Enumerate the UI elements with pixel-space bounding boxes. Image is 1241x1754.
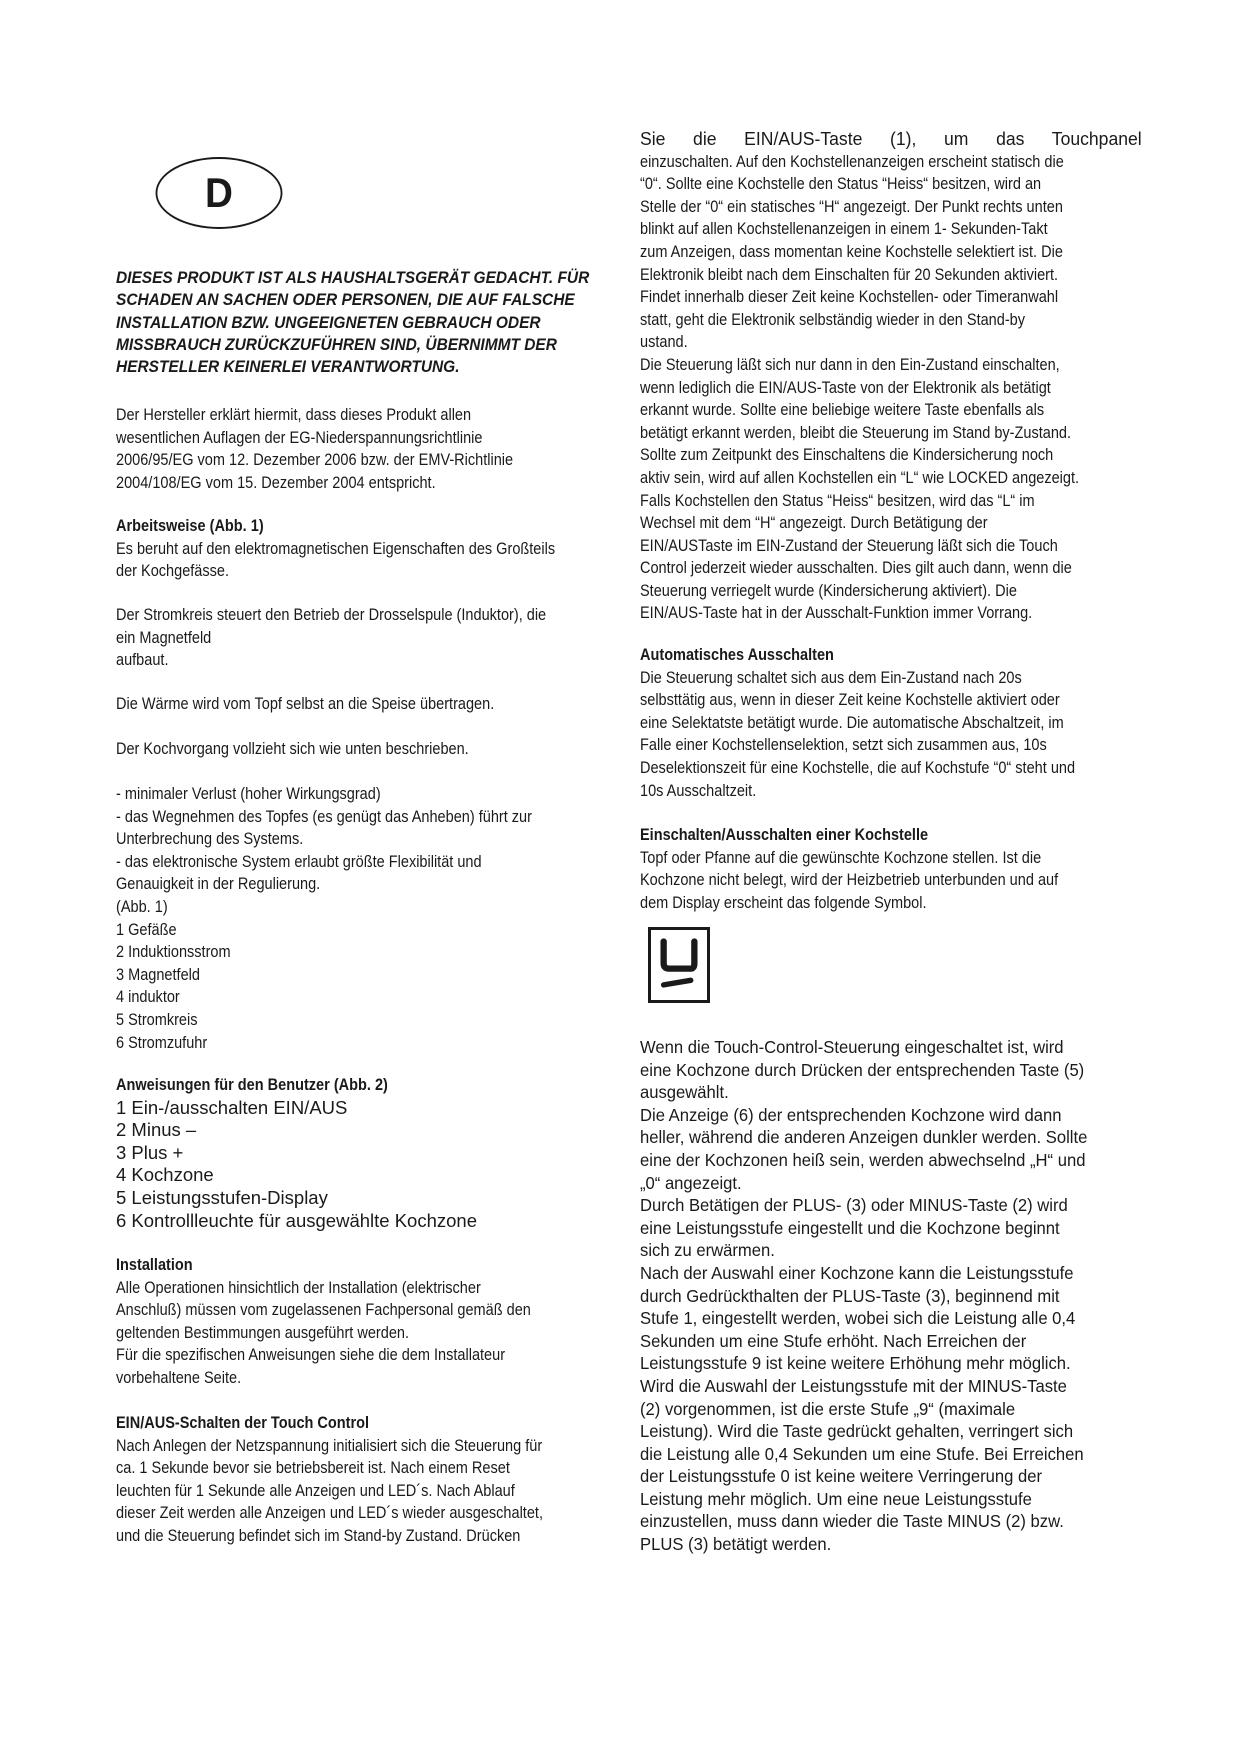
list-item: 5 Leistungsstufen-Display xyxy=(116,1186,328,1208)
text-line: wenn lediglich die EIN/AUS-Taste von der Elektronik als betätigt xyxy=(640,378,1051,397)
text-line: ein Magnetfeld xyxy=(116,628,212,647)
text-line: blinkt auf allen Kochstellenanzeigen in einem 1- Sekunden-Takt xyxy=(640,220,1048,239)
text-line: ca. 1 Sekunde bevor sie betriebsbereit ist. Nach einem Reset xyxy=(116,1459,510,1478)
u-symbol-icon xyxy=(651,930,707,1000)
text-line: eine Kochzone durch Drücken der entsprechenden Taste (5) xyxy=(640,1059,1085,1080)
anweisungen-section xyxy=(116,1074,613,1232)
text-line: einzuschalten. Auf den Kochstellenanzeigen erscheint statisch die xyxy=(640,152,1064,171)
text-line: Für die spezifischen Anweisungen siehe die dem Installateur xyxy=(116,1346,506,1365)
text-line: ustand. xyxy=(640,333,688,352)
text-line: Es beruht auf den elektromagnetischen Eigenschaften des Großteils xyxy=(116,539,556,558)
section-heading: Einschalten/Ausschalten einer Kochstelle xyxy=(640,826,929,844)
section-heading: Anweisungen für den Benutzer (Abb. 2) xyxy=(116,1076,388,1094)
text-line: Findet innerhalb dieser Zeit keine Kochstellen- oder Timeranwahl xyxy=(640,288,1059,307)
text-line: Nach Anlegen der Netzspannung initialisiert sich die Steuerung für xyxy=(116,1436,543,1455)
text-line: Die Steuerung läßt sich nur dann in den Ein-Zustand einschalten, xyxy=(640,355,1060,374)
kochvorgang-paragraph xyxy=(116,738,613,761)
text-line: heller, während die anderen Anzeigen dunkler werden. Sollte xyxy=(640,1127,1088,1148)
text-line: Falle einer Kochstellenselektion, setzt sich zusammen aus, 10s xyxy=(640,736,1047,755)
text-line: Stelle der “0“ ein statisches “H“ angezeigt. Der Punkt rechts unten xyxy=(640,197,1063,216)
text-line: betätigt erkannt werden, bleibt die Steuerung im Stand by-Zustand. xyxy=(640,423,1072,442)
declaration-paragraph xyxy=(116,404,613,494)
text-line: „0“ angezeigt. xyxy=(640,1172,742,1193)
text-line: erkannt wurde. Sollte eine beliebige weitere Taste ebenfalls als xyxy=(640,401,1045,420)
text-line: der Leistungsstufe 0 ist keine weitere Verringerung der xyxy=(640,1466,1043,1487)
einaus-continued xyxy=(640,128,1142,625)
einaus-section xyxy=(116,1412,613,1548)
text-line: selbsttätig aus, wenn in dieser Zeit keine Kochstelle aktiviert oder xyxy=(640,691,1060,710)
text-line: Sekunden um eine Stufe erhöht. Nach Erreichen der xyxy=(640,1330,1027,1351)
text-line: Wird die Auswahl der Leistungsstufe mit der MINUS-Taste xyxy=(640,1375,1067,1396)
text-line: Leistung). Wird die Taste gedrückt gehalten, verringert sich xyxy=(640,1421,1074,1442)
waerme-paragraph xyxy=(116,693,613,716)
text-line: Alle Operationen hinsichtlich der Installation (elektrischer xyxy=(116,1278,481,1297)
text-line: sich zu erwärmen. xyxy=(640,1240,775,1261)
text-line: Leistung mehr möglich. Um eine neue Leistungsstufe xyxy=(640,1488,1032,1509)
text-line: leuchten für 1 Sekunde alle Anzeigen und LED´s. Nach Ablauf xyxy=(116,1481,515,1500)
warning-line: DIESES PRODUKT IST ALS HAUSHALTSGERÄT GEDACHT. FÜR xyxy=(116,268,590,287)
text-line: “0“. Sollte eine Kochstelle den Status “Heiss“ besitzen, wird an xyxy=(640,175,1042,194)
list-item: 2 Induktionsstrom xyxy=(116,943,231,962)
text-line: statt, geht die Elektronik selbständig wieder in den Stand-by xyxy=(640,310,1026,329)
language-badge-d: D xyxy=(156,157,283,229)
text-line: Anschluß) müssen vom zugelassenen Fachpersonal gemäß den xyxy=(116,1301,531,1320)
list-item: 2 Minus – xyxy=(116,1119,197,1141)
text-line: wesentlichen Auflagen der EG-Niederspannungsrichtlinie xyxy=(116,428,483,447)
text-line: zum Anzeigen, dass momentan keine Kochstelle selektiert ist. Die xyxy=(640,242,1063,261)
text-line: Wechsel mit dem “H“ angezeigt. Durch Betätigung der xyxy=(640,514,988,533)
text-line: eine Leistungsstufe eingestellt und die Kochzone beginnt xyxy=(640,1217,1060,1238)
warning-line: SCHADEN AN SACHEN ODER PERSONEN, DIE AUF FALSCHE xyxy=(116,290,575,310)
text-line: Nach der Auswahl einer Kochzone kann die Leistungsstufe xyxy=(640,1262,1074,1283)
text-line: Kochzone nicht belegt, wird der Heizbetrieb unterbunden und auf xyxy=(640,871,1059,890)
list-item: 4 Kochzone xyxy=(116,1164,214,1186)
text-line: Sie die EIN/AUS-Taste (1), um das Touchpanel xyxy=(640,128,1142,149)
list-item: - minimaler Verlust (hoher Wirkungsgrad) xyxy=(116,785,381,803)
text-line: Steuerung verriegelt wurde (Kindersicherung aktiviert). Die xyxy=(640,581,1017,600)
list-item: 1 Gefäße xyxy=(116,920,177,939)
text-line: Der Hersteller erklärt hiermit, dass dieses Produkt allen xyxy=(116,406,472,424)
text-line: Die Wärme wird vom Topf selbst an die Speise übertragen. xyxy=(116,695,495,713)
list-item: 6 Kontrollleuchte für ausgewählte Kochzone xyxy=(116,1209,477,1231)
list-item: 5 Stromkreis xyxy=(116,1010,198,1029)
warning-line: MISSBRAUCH ZURÜCKZUFÜHREN SIND, ÜBERNIMMT DER xyxy=(116,334,557,354)
liability-warning xyxy=(116,267,613,378)
warning-line: HERSTELLER KEINERLEI VERANTWORTUNG. xyxy=(116,357,460,377)
text-line: aufbaut. xyxy=(116,651,169,670)
text-line: Falls Kochstellen den Status “Heiss“ besitzen, wird das “L“ im xyxy=(640,491,1035,510)
text-line: einzustellen, muss dann wieder die Taste MINUS (2) bzw. xyxy=(640,1511,1064,1532)
text-line: eine der Kochzonen heiß sein, werden abwechselnd „H“ und xyxy=(640,1149,1086,1170)
text-line: Leistungsstufe 9 ist keine weitere Erhöhung mehr möglich. xyxy=(640,1353,1071,1374)
text-line: 2006/95/EG vom 12. Dezember 2006 bzw. der EMV-Richtlinie xyxy=(116,451,514,470)
list-item: - das elektronische System erlaubt größte Flexibilität und xyxy=(116,852,482,871)
text-line: Control jederzeit wieder ausschalten. Dies gilt auch dann, wenn die xyxy=(640,559,1072,578)
text-line: ausgewählt. xyxy=(640,1082,729,1103)
text-line: Topf oder Pfanne auf die gewünschte Kochzone stellen. Ist die xyxy=(640,848,1042,867)
text-line: 2004/108/EG vom 15. Dezember 2004 entspricht. xyxy=(116,473,436,492)
text-line: dieser Zeit werden alle Anzeigen und LED´s wieder ausgeschaltet, xyxy=(116,1504,543,1523)
text-line: Elektronik bleibt nach dem Einschalten für 20 Sekunden aktiviert. xyxy=(640,265,1059,284)
text-line: vorbehaltene Seite. xyxy=(116,1368,242,1387)
text-line: Stufe 1, eingestellt werden, wobei sich die Leistung alle 0,4 xyxy=(640,1308,1076,1329)
section-heading: Arbeitsweise (Abb. 1) xyxy=(116,517,264,535)
section-heading: Automatisches Ausschalten xyxy=(640,646,834,664)
text-line: EIN/AUSTaste im EIN-Zustand der Steuerung läßt sich die Touch xyxy=(640,536,1058,555)
list-item: 3 Plus + xyxy=(116,1141,184,1163)
list-item: Unterbrechung des Systems. xyxy=(116,830,304,849)
text-line: die Leistung alle 0,4 Sekunden um eine Stufe. Bei Erreichen xyxy=(640,1443,1084,1464)
text-line: EIN/AUS-Taste hat in der Ausschalt-Funktion immer Vorrang. xyxy=(640,604,1033,623)
section-heading: Installation xyxy=(116,1256,193,1274)
text-line: Durch Betätigen der PLUS- (3) oder MINUS-Taste (2) wird xyxy=(640,1195,1068,1216)
list-item: - das Wegnehmen des Topfes (es genügt das Anheben) führt zur xyxy=(116,807,532,826)
text-line: Deselektionszeit für eine Kochstelle, die auf Kochstufe “0“ steht und xyxy=(640,758,1076,777)
text-line: aktiv sein, wird auf allen Kochstellen ein “L“ wie LOCKED angezeigt. xyxy=(640,468,1080,487)
auto-off-section xyxy=(640,644,1142,802)
list-item: Genauigkeit in der Regulierung. xyxy=(116,875,321,894)
warning-line: INSTALLATION BZW. UNGEEIGNETEN GEBRAUCH ODER xyxy=(116,312,541,332)
section-heading: EIN/AUS-Schalten der Touch Control xyxy=(116,1414,370,1432)
list-item: 3 Magnetfeld xyxy=(116,965,200,984)
text-line: (2) vorgenommen, ist die erste Stufe „9“ (maximale xyxy=(640,1398,1016,1419)
text-line: geltenden Bestimmungen ausgeführt werden. xyxy=(116,1323,410,1342)
text-line: der Kochgefässe. xyxy=(116,562,230,581)
text-line: durch Gedrückthalten der PLUS-Taste (3), beginnend mit xyxy=(640,1285,1060,1306)
text-line: und die Steuerung befindet sich im Stand-by Zustand. Drücken xyxy=(116,1526,521,1545)
list-item: 4 induktor xyxy=(116,988,180,1007)
text-line: Die Steuerung schaltet sich aus dem Ein-Zustand nach 20s xyxy=(640,668,1022,687)
text-line: eine Selektatste betätigt wurde. Die automatische Abschaltzeit, im xyxy=(640,713,1064,732)
text-line: Der Stromkreis steuert den Betrieb der Drosselspule (Induktor), die xyxy=(116,606,547,624)
text-line: 10s Ausschaltzeit. xyxy=(640,781,757,800)
text-line: Der Kochvorgang vollzieht sich wie unten beschrieben. xyxy=(116,740,469,758)
kochstelle-section xyxy=(640,824,1142,914)
text-line: Sollte zum Zeitpunkt des Einschaltens die Kindersicherung noch xyxy=(640,446,1054,465)
text-line: Wenn die Touch-Control-Steuerung eingeschaltet ist, wird xyxy=(640,1037,1064,1057)
list-item: 6 Stromzufuhr xyxy=(116,1033,208,1052)
text-line: Die Anzeige (6) der entsprechenden Kochzone wird dann xyxy=(640,1104,1062,1125)
features-list xyxy=(116,783,613,1054)
pan-detection-symbol-icon xyxy=(648,927,710,1003)
touch-control-paragraph xyxy=(640,1036,1142,1556)
text-line: PLUS (3) betätigt werden. xyxy=(640,1534,832,1555)
text-line: dem Display erscheint das folgende Symbol. xyxy=(640,893,927,912)
stromkreis-paragraph xyxy=(116,604,613,672)
list-item: 1 Ein-/ausschalten EIN/AUS xyxy=(116,1096,348,1118)
installation-section xyxy=(116,1254,613,1390)
arbeitsweise-section xyxy=(116,515,613,583)
list-item: (Abb. 1) xyxy=(116,897,168,916)
